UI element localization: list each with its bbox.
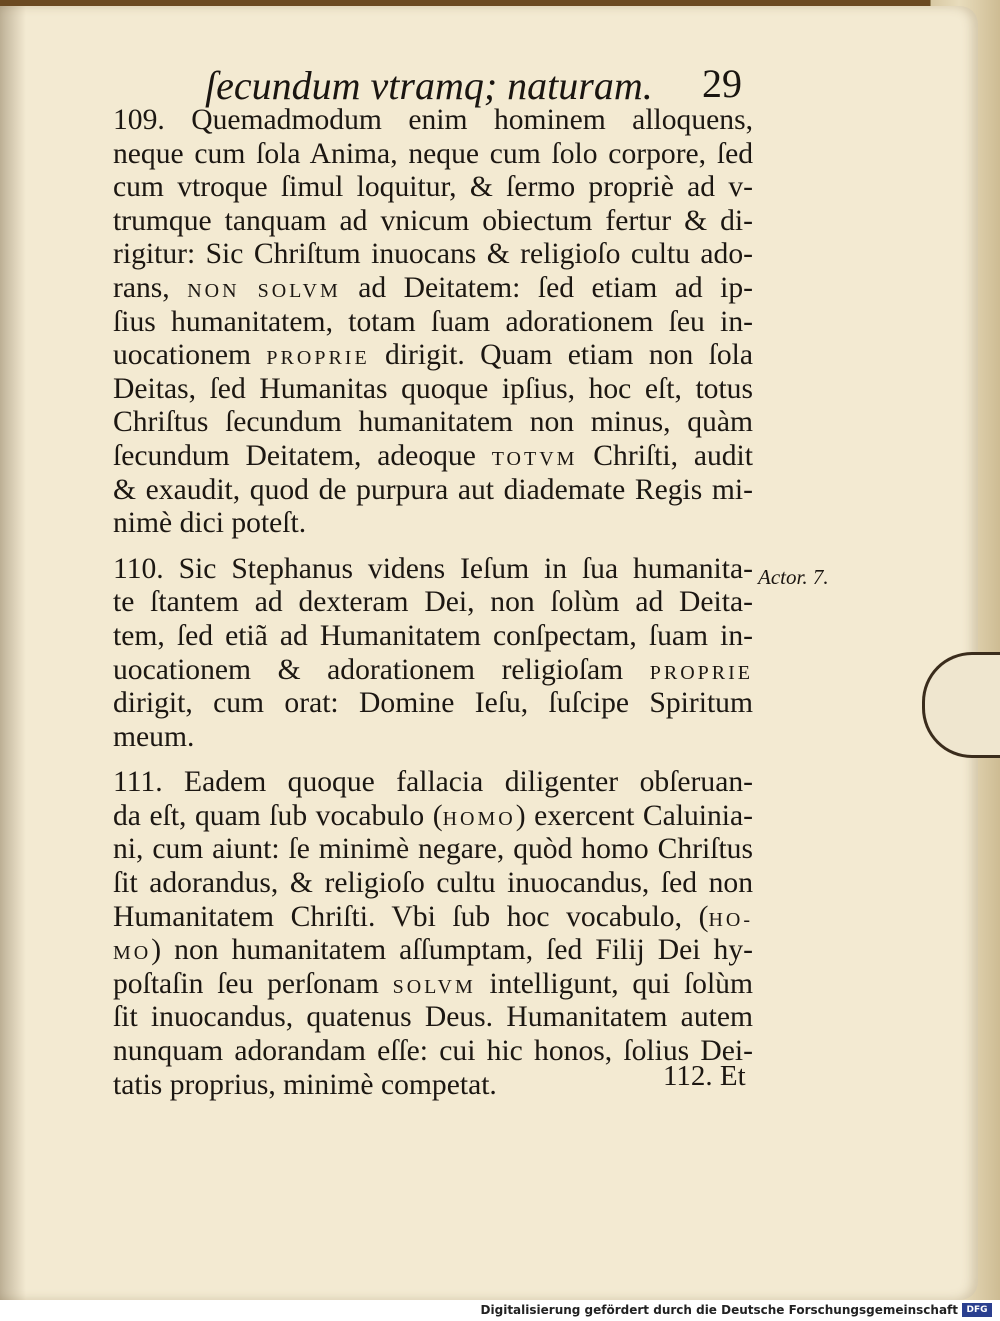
text-run: ni, cum aiunt: ſe minimè negare, quòd homo Chriſtus	[113, 833, 753, 866]
text-line	[113, 104, 753, 138]
running-title: ſecundum vtramq; naturam.	[205, 63, 653, 108]
text-run: cum vtroque ſimul loquitur, & ſermo propriè ad v-	[113, 171, 753, 204]
text-run: nimè dici poteſt.	[113, 507, 307, 540]
text-run: ) exercent Caluinia-	[515, 799, 753, 832]
text-line	[113, 867, 753, 901]
text-run: rigitur: Sic Chriſtum inuocans & religioſo cultu ado-	[113, 238, 753, 271]
small-caps-term: HOMO	[442, 807, 516, 830]
text-run: ad Deitatem: ſed etiam ad ip-	[340, 271, 753, 304]
small-caps-term: TOTVM	[491, 447, 578, 470]
text-run: Chriſti, audit	[577, 439, 753, 472]
paragraph-gap	[113, 541, 753, 553]
spine-shadow	[0, 6, 26, 1300]
text-line	[113, 1069, 753, 1103]
text-line	[113, 474, 753, 508]
text-run: & exaudit, quod de purpura aut diademate Regis mi-	[113, 473, 753, 506]
text-line	[113, 934, 753, 968]
text-line	[113, 687, 753, 721]
text-run: Deitas, ſed Humanitas quoque ipſius, hoc eſt, totus	[113, 372, 753, 405]
small-caps-term: MO	[113, 942, 152, 965]
text-line	[113, 238, 753, 272]
catchword: 112. Et	[663, 1060, 746, 1092]
paragraph-gap	[113, 754, 753, 766]
text-run: intelligunt, qui ſolùm	[475, 967, 753, 1000]
text-line	[113, 1001, 753, 1035]
text-line	[113, 440, 753, 474]
text-line	[113, 620, 753, 654]
text-line	[113, 272, 753, 306]
text-run: 110. Sic Stephanus videns Ieſum in ſua humanita-	[113, 552, 753, 585]
text-line	[113, 654, 753, 688]
page-number: 29	[702, 61, 742, 106]
text-run: rans,	[113, 271, 188, 304]
text-run: da eſt, quam ſub vocabulo (	[113, 799, 443, 832]
text-run: ſit adorandus, & religioſo cultu inuocandus, ſed non	[113, 867, 753, 900]
text-line	[113, 406, 753, 440]
small-caps-term: PROPRIE	[649, 661, 753, 684]
text-run: te ſtantem ad dexteram Dei, non ſolùm ad Deita-	[113, 586, 753, 619]
text-run: Humanitatem Chriſti. Vbi ſub hoc vocabulo, (	[113, 900, 709, 933]
text-line	[113, 1035, 753, 1069]
text-line	[113, 339, 753, 373]
text-run: nunquam adorandam eſſe: cui hic honos, ſolius Dei-	[113, 1035, 753, 1068]
text-run: dirigit, cum orat: Domine Ieſu, ſuſcipe Spiritum	[113, 687, 753, 720]
text-run: ſecundum Deitatem, adeoque	[113, 439, 492, 472]
dfg-logo: DFG	[962, 1303, 992, 1317]
text-run: tatis proprius, minimè competat.	[113, 1068, 497, 1101]
footer-bar	[0, 1300, 1000, 1321]
text-line	[113, 553, 753, 587]
text-line	[113, 968, 753, 1002]
margin-note: Actor. 7.	[758, 565, 829, 589]
text-run: meum.	[113, 720, 195, 753]
text-run: ſit inuocandus, quatenus Deus. Humanitatem autem	[113, 1001, 753, 1034]
text-line	[113, 586, 753, 620]
text-run: dirigit. Quam etiam non ſola	[369, 339, 753, 372]
text-run: uocationem & adorationem religioſam	[113, 653, 650, 686]
text-line	[113, 507, 753, 541]
text-line	[113, 800, 753, 834]
small-caps-term: NON SOLVM	[187, 279, 341, 302]
small-caps-term: PROPRIE	[266, 347, 370, 370]
footer-credit: Digitalisierung gefördert durch die Deutsche Forschungsgemeinschaft	[480, 1303, 958, 1317]
text-run: poſtaſin ſeu perſonam	[113, 967, 393, 1000]
text-line	[113, 833, 753, 867]
text-run: 111. Eadem quoque fallacia diligenter obſeruan-	[113, 766, 753, 799]
text-line	[113, 373, 753, 407]
text-run: ſius humanitatem, totam ſuam adorationem ſeu in-	[113, 305, 753, 338]
small-caps-term: SOLVM	[392, 975, 476, 998]
text-run: neque cum ſola Anima, neque cum ſolo corpore, ſed	[113, 137, 753, 170]
text-run: uocationem	[113, 339, 267, 372]
small-caps-term: HO-	[708, 908, 753, 931]
text-line	[113, 205, 753, 239]
text-run: Chriſtus ſecundum humanitatem non minus, quàm	[113, 406, 753, 439]
text-line	[113, 306, 753, 340]
text-line	[113, 766, 753, 800]
text-line	[113, 901, 753, 935]
text-line	[113, 721, 753, 755]
text-line	[113, 171, 753, 205]
text-run: ) non humanitatem aſſumptam, ſed Filij Dei hy-	[151, 934, 753, 967]
text-run: 109. Quemadmodum enim hominem alloquens,	[113, 104, 753, 136]
text-run: trumque tanquam ad vnicum obiectum fertur & di-	[113, 204, 753, 237]
body-text	[113, 104, 753, 1102]
text-run: tem, ſed etiã ad Humanitatem conſpectam, ſuam in-	[113, 619, 753, 652]
text-line	[113, 138, 753, 172]
